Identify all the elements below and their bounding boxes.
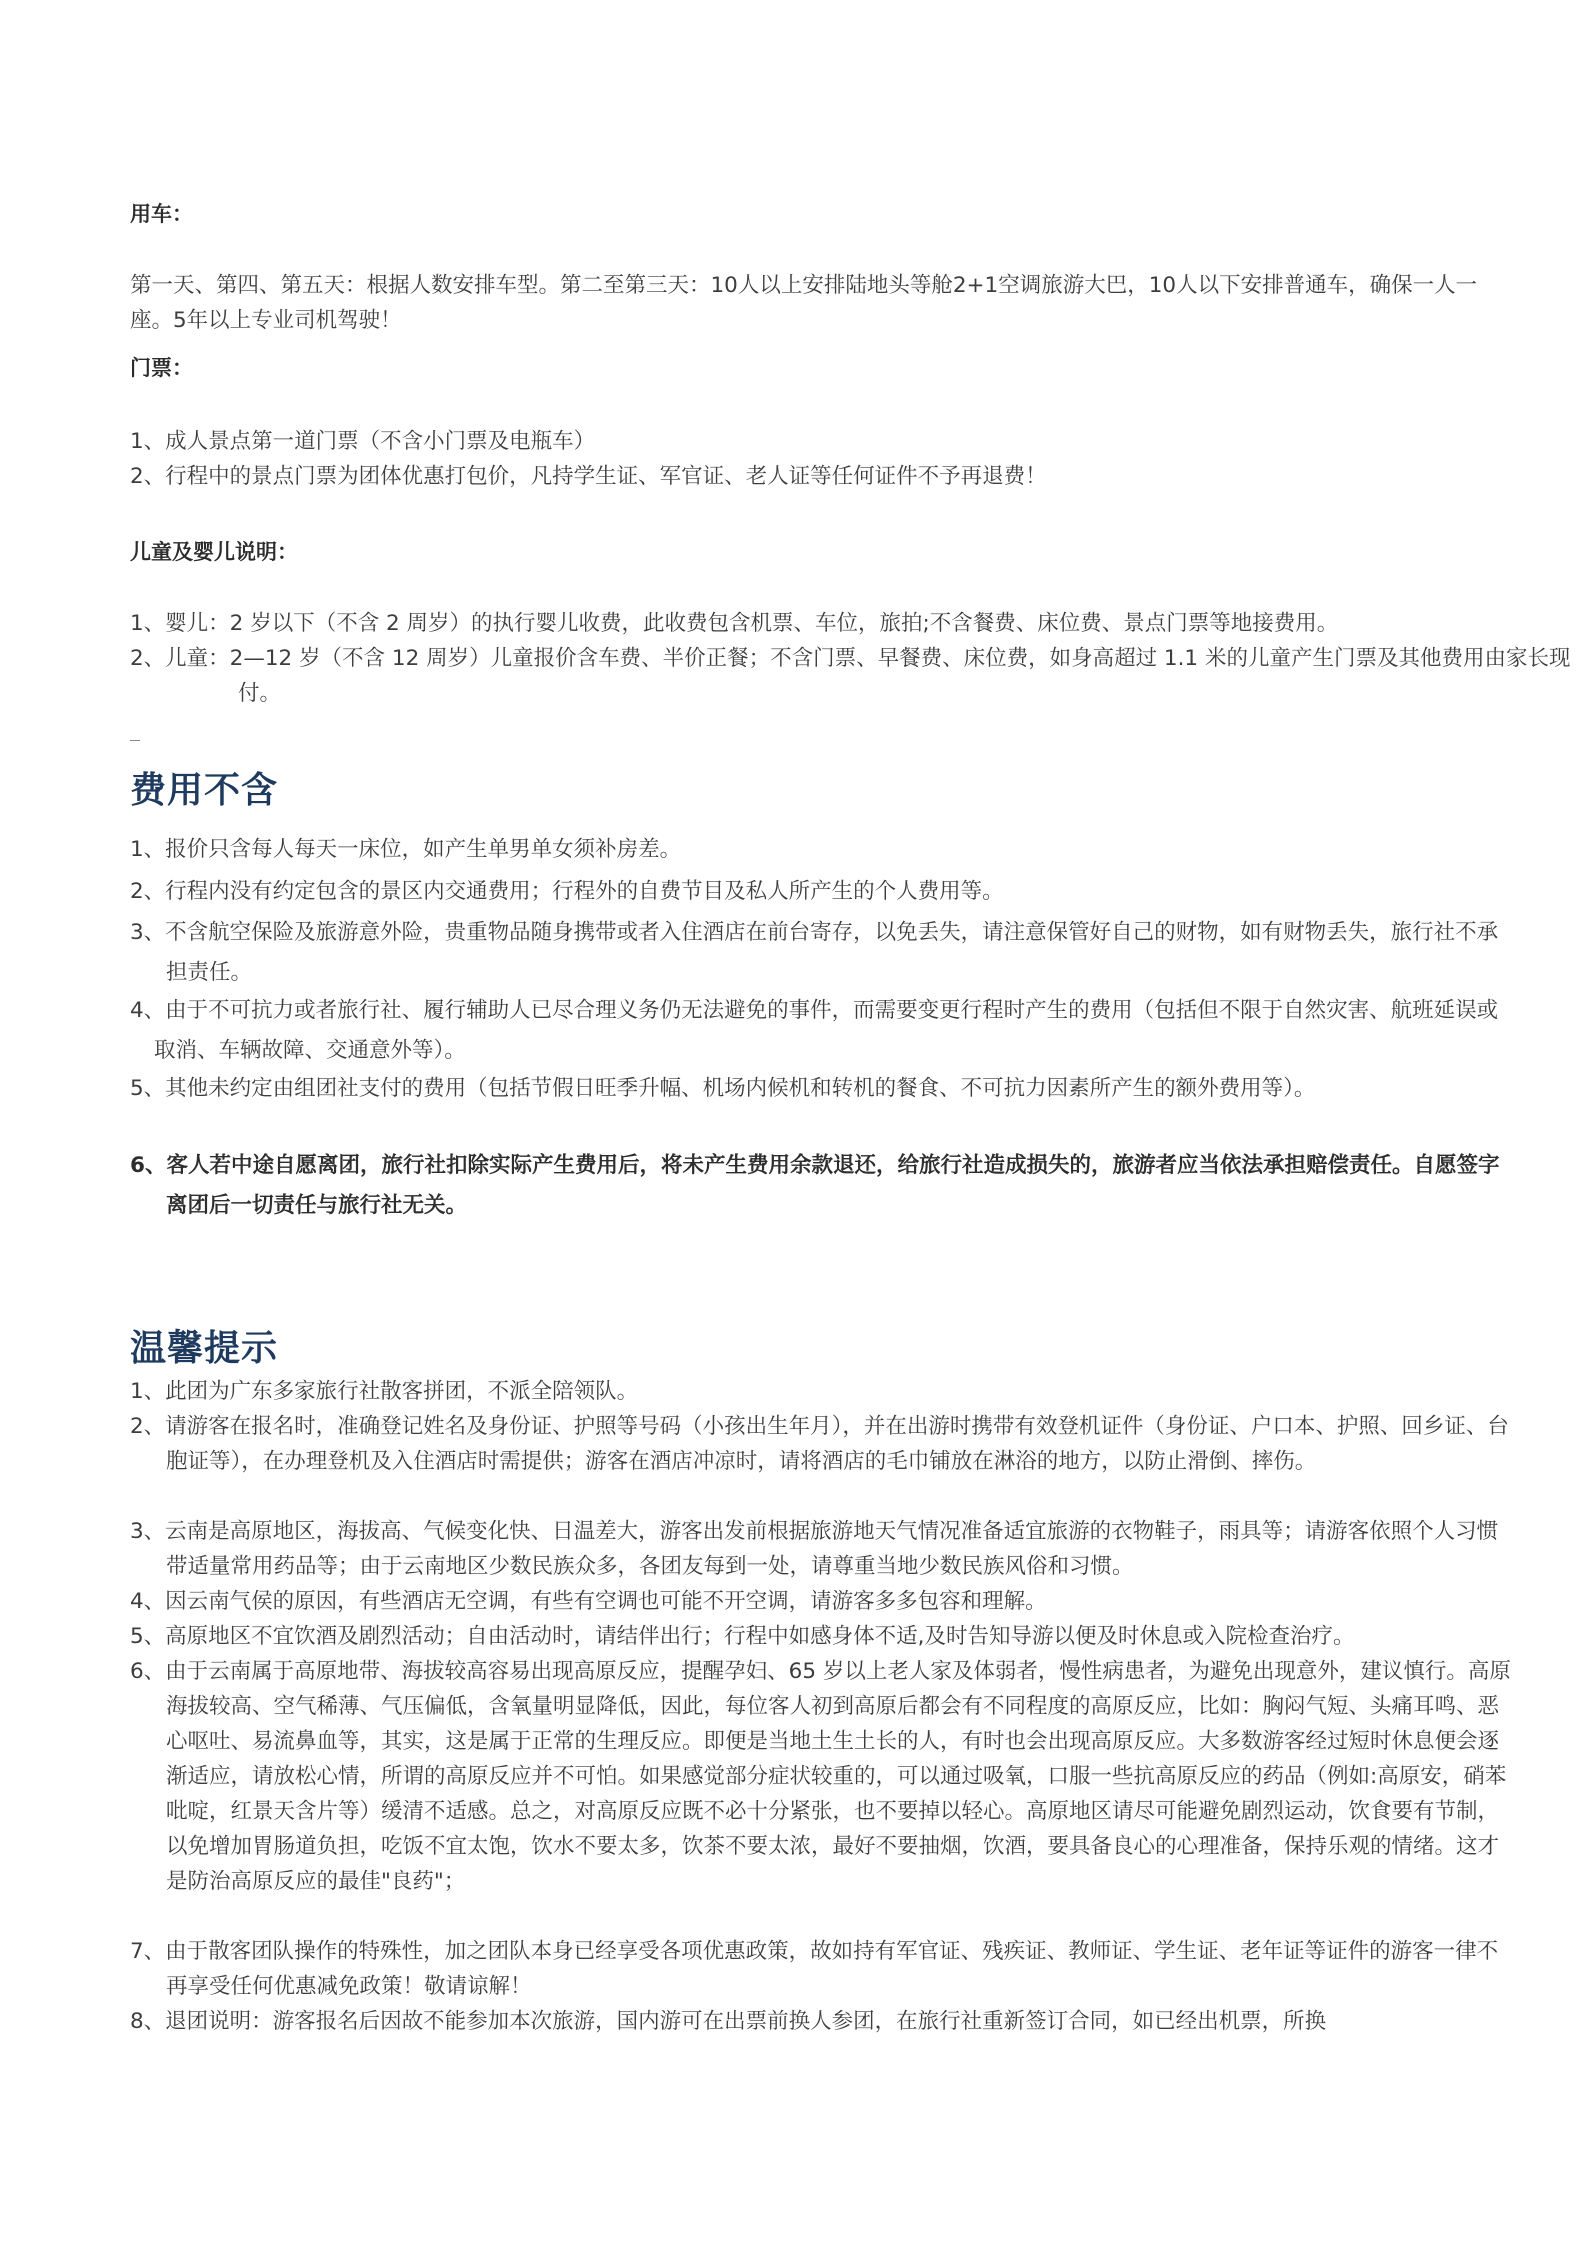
children-item-1: 1、婴儿：2 岁以下（不含 2 周岁）的执行婴儿收费，此收费包含机票、车位，旅拍;不含餐费、床位费、景点门票等地接费用。	[130, 611, 1339, 636]
excluded-item-3: 3、不含航空保险及旅游意外险，贵重物品随身携带或者入住酒店在前台寄存，以免丢失，请注意保管好自己的财物，如有财物丢失，旅行社不承担责任。	[130, 920, 1499, 985]
children-item-2: 2、儿童：2—12 岁（不含 12 周岁）儿童报价含车费、半价正餐；不含门票、早餐费、床位费，如身高超过 1.1 米的儿童产生门票及其他费用由家长现付。	[130, 646, 1571, 706]
tips-item-4: 4、因云南气侯的原因，有些酒店无空调，有些有空调也可能不开空调，请游客多多包容和理解。	[130, 1589, 1047, 1614]
divider-mark	[130, 740, 140, 741]
tips-item-7: 7、由于散客团队操作的特殊性，加之团队本身已经享受各项优惠政策，故如持有军官证、残疾证、教师证、学生证、老年证等证件的游客一律不再享受任何优惠减免政策！敬请谅解！	[130, 1939, 1499, 1999]
tickets-item-1: 1、成人景点第一道门票（不含小门票及电瓶车）	[130, 429, 596, 454]
excluded-item-4: 4、由于不可抗力或者旅行社、履行辅助人已尽合理义务仍无法避免的事件，而需要变更行程时产生的费用（包括但不限于自然灾害、航班延误或取消、车辆故障、交通意外等）。	[130, 998, 1499, 1063]
tips-item-5: 5、高原地区不宜饮酒及剧烈活动；自由活动时，请结伴出行；行程中如感身体不适,及时告知导游以便及时休息或入院检查治疗。	[130, 1624, 1355, 1649]
tips-title: 温馨提示	[130, 1328, 279, 1369]
vehicle-label: 用车：	[130, 202, 193, 226]
tips-item-3: 3、云南是高原地区，海拔高、气候变化快、日温差大，游客出发前根据旅游地天气情况准备适宜旅游的衣物鞋子，雨具等；请游客依照个人习惯带适量常用药品等；由于云南地区少数民族众多，各团友每到一处，请尊重当地少数民族风俗和习惯。	[130, 1519, 1499, 1579]
tips-item-1: 1、此团为广东多家旅行社散客拼团，不派全陪领队。	[130, 1379, 639, 1404]
tickets-label: 门票：	[130, 356, 193, 380]
excluded-item-2: 2、行程内没有约定包含的景区内交通费用；行程外的自费节目及私人所产生的个人费用等。	[130, 879, 1004, 904]
tickets-item-2: 2、行程中的景点门票为团体优惠打包价，凡持学生证、军官证、老人证等任何证件不予再退费！	[130, 464, 1047, 489]
tips-item-6: 6、由于云南属于高原地带、海拔较高容易出现高原反应，提醒孕妇、65 岁以上老人家及体弱者，慢性病患者，为避免出现意外，建议慎行。高原海拔较高、空气稀薄、气压偏低，含氧量明显降低，因此，每位客人初到高原后都会有不同程度的高原反应，比如：胸闷气短、头痛耳鸣、恶心呕吐、易流鼻血等，其实，这是属于正常的生理反应。即便是当地土生土长的人，有时也会出现高原反应。大多数游客经过短时休息便会逐渐适应，请放松心情，所谓的高原反应并不可怕。如果感觉部分症状较重的，可以通过吸氧，口服一些抗高原反应的药品（例如:高原安，硝苯吡啶，红景天含片等）缓清不适感。总之，对高原反应既不必十分紧张，也不要掉以轻心。高原地区请尽可能避免剧烈运动，饮食要有节制，以免增加胃肠道负担，吃饭不宜太饱，饮水不要太多，饮茶不要太浓，最好不要抽烟，饮酒，要具备良心的心理准备，保持乐观的情绪。这才是防治高原反应的最佳"良药"；	[130, 1659, 1511, 1894]
vehicle-text: 第一天、第四、第五天：根据人数安排车型。第二至第三天：10人以上安排陆地头等舱2+1空调旅游大巴，10人以下安排普通车，确保一人一座。5年以上专业司机驾驶！	[130, 273, 1478, 333]
excluded-title: 费用不含	[130, 770, 279, 811]
excluded-item-5: 5、其他未约定由组团社支付的费用（包括节假日旺季升幅、机场内候机和转机的餐食、不可抗力因素所产生的额外费用等）。	[130, 1076, 1316, 1101]
tips-item-8: 8、退团说明：游客报名后因故不能参加本次旅游，国内游可在出票前换人参团，在旅行社重新签订合同，如已经出机票，所换	[130, 2009, 1327, 2034]
children-label: 儿童及婴儿说明：	[130, 540, 298, 564]
tips-item-2: 2、请游客在报名时，准确登记姓名及身份证、护照等号码（小孩出生年月），并在出游时携带有效登机证件（身份证、户口本、护照、回乡证、台胞证等），在办理登机及入住酒店时需提供；游客在酒店冲凉时，请将酒店的毛巾铺放在淋浴的地方，以防止滑倒、摔伤。	[130, 1414, 1509, 1474]
excluded-item-6: 6、客人若中途自愿离团，旅行社扣除实际产生费用后，将未产生费用余款退还，给旅行社造成损失的，旅游者应当依法承担赔偿责任。自愿签字离团后一切责任与旅行社无关。	[130, 1153, 1500, 1218]
excluded-item-1: 1、报价只含每人每天一床位，如产生单男单女须补房差。	[130, 837, 682, 862]
